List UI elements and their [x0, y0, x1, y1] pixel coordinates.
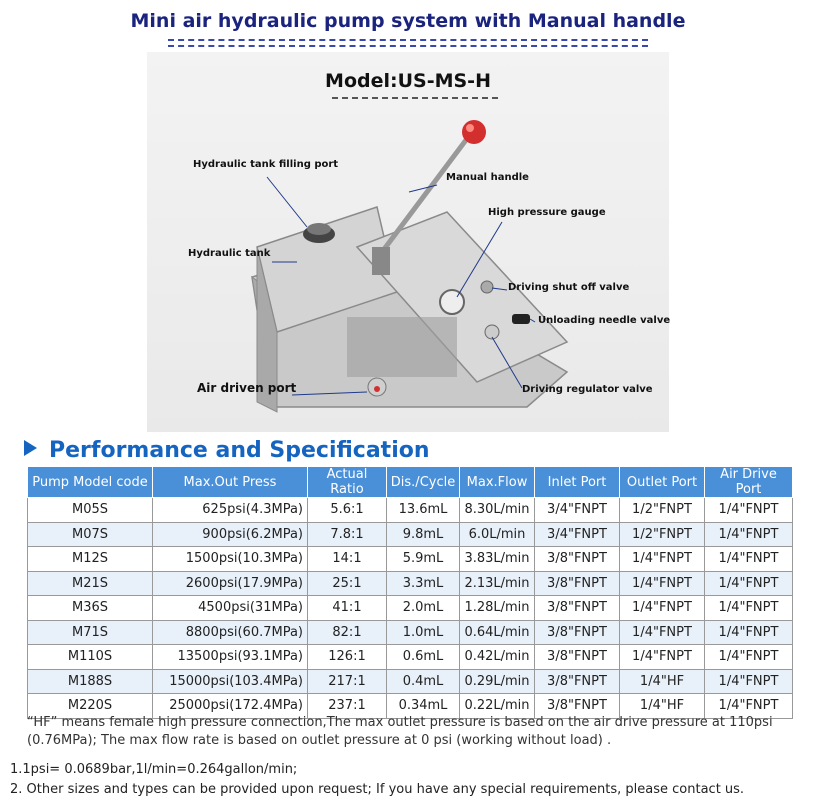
cell-inlet: 3/4"FNPT [535, 522, 620, 547]
section-heading [24, 438, 430, 463]
cell-air: 1/4"FNPT [705, 645, 793, 670]
model-underline [332, 97, 498, 99]
cell-model: M07S [28, 522, 153, 547]
cell-dis: 13.6mL [387, 498, 460, 523]
cell-outlet: 1/4"FNPT [620, 547, 705, 572]
spec-table [27, 466, 793, 719]
cell-press: 4500psi(31MPa) [153, 596, 308, 621]
cell-inlet: 3/8"FNPT [535, 596, 620, 621]
table-row [28, 547, 793, 572]
section-heading-text: Performance and Specification [49, 438, 430, 463]
callout-regulator: Driving regulator valve [522, 384, 653, 395]
cell-flow: 0.29L/min [460, 669, 535, 694]
cell-inlet: 3/8"FNPT [535, 694, 620, 719]
col-header: Air Drive Port [705, 467, 793, 498]
cell-air: 1/4"FNPT [705, 596, 793, 621]
cell-dis: 5.9mL [387, 547, 460, 572]
cell-model: M21S [28, 571, 153, 596]
cell-flow: 6.0L/min [460, 522, 535, 547]
cell-dis: 2.0mL [387, 596, 460, 621]
footnote-2: 2. Other sizes and types can be provided upon request; If you have any special requirements, please contact us. [10, 782, 745, 797]
title-underline [168, 39, 648, 41]
cell-air: 1/4"FNPT [705, 669, 793, 694]
table-row [28, 498, 793, 523]
handle-spring [372, 247, 390, 275]
cell-outlet: 1/4"HF [620, 694, 705, 719]
cell-press: 15000psi(103.4MPa) [153, 669, 308, 694]
table-header-row [28, 467, 793, 498]
cell-model: M220S [28, 694, 153, 719]
cell-flow: 3.83L/min [460, 547, 535, 572]
cell-air: 1/4"FNPT [705, 694, 793, 719]
cell-outlet: 1/2"FNPT [620, 522, 705, 547]
col-header: Max.Flow [460, 467, 535, 498]
cell-press: 8800psi(60.7MPa) [153, 620, 308, 645]
cell-model: M71S [28, 620, 153, 645]
callout-filling-port: Hydraulic tank filling port [193, 159, 339, 170]
table-row [28, 620, 793, 645]
cell-outlet: 1/4"FNPT [620, 596, 705, 621]
cell-flow: 0.22L/min [460, 694, 535, 719]
table-row [28, 645, 793, 670]
cell-flow: 2.13L/min [460, 571, 535, 596]
page-title: Mini air hydraulic pump system with Manual handle [130, 10, 686, 32]
pump-illustration [147, 52, 669, 432]
regulator-valve [485, 325, 499, 339]
col-header: Max.Out Press [153, 467, 308, 498]
cell-press: 625psi(4.3MPa) [153, 498, 308, 523]
cell-press: 2600psi(17.9MPa) [153, 571, 308, 596]
handle-knob-highlight [466, 124, 474, 132]
cell-model: M110S [28, 645, 153, 670]
cell-inlet: 3/8"FNPT [535, 645, 620, 670]
cell-model: M05S [28, 498, 153, 523]
cell-flow: 1.28L/min [460, 596, 535, 621]
cell-press: 25000psi(172.4MPa) [153, 694, 308, 719]
title-underline-2 [168, 45, 648, 47]
cell-air: 1/4"FNPT [705, 571, 793, 596]
cell-ratio: 82:1 [308, 620, 387, 645]
cell-dis: 3.3mL [387, 571, 460, 596]
table-row [28, 522, 793, 547]
col-header: Outlet Port [620, 467, 705, 498]
cell-ratio: 237:1 [308, 694, 387, 719]
cell-air: 1/4"FNPT [705, 498, 793, 523]
cell-outlet: 1/2"FNPT [620, 498, 705, 523]
cell-dis: 0.4mL [387, 669, 460, 694]
callout-tank: Hydraulic tank [188, 248, 271, 259]
cell-inlet: 3/8"FNPT [535, 547, 620, 572]
cell-model: M12S [28, 547, 153, 572]
handle-knob [462, 120, 486, 144]
callout-air-port: Air driven port [197, 381, 297, 395]
cell-air: 1/4"FNPT [705, 620, 793, 645]
inner-components [347, 317, 457, 377]
cell-dis: 0.34mL [387, 694, 460, 719]
col-header: Pump Model code [28, 467, 153, 498]
col-header: Dis./Cycle [387, 467, 460, 498]
cell-outlet: 1/4"FNPT [620, 620, 705, 645]
cell-inlet: 3/8"FNPT [535, 620, 620, 645]
cell-outlet: 1/4"FNPT [620, 645, 705, 670]
callout-gauge: High pressure gauge [488, 207, 606, 218]
callout-needle: Unloading needle valve [538, 315, 671, 326]
cell-model: M188S [28, 669, 153, 694]
col-header: Actual Ratio [308, 467, 387, 498]
callout-manual-handle: Manual handle [446, 172, 529, 183]
table-row [28, 571, 793, 596]
cell-flow: 8.30L/min [460, 498, 535, 523]
cell-outlet: 1/4"FNPT [620, 571, 705, 596]
cell-model: M36S [28, 596, 153, 621]
cell-flow: 0.42L/min [460, 645, 535, 670]
cell-inlet: 3/4"FNPT [535, 498, 620, 523]
cell-inlet: 3/8"FNPT [535, 669, 620, 694]
triangle-bullet-icon [24, 440, 37, 456]
cell-flow: 0.64L/min [460, 620, 535, 645]
cell-ratio: 126:1 [308, 645, 387, 670]
cell-dis: 9.8mL [387, 522, 460, 547]
cell-outlet: 1/4"HF [620, 669, 705, 694]
gauge-dial [440, 290, 464, 314]
cell-ratio: 5.6:1 [308, 498, 387, 523]
cell-press: 900psi(6.2MPa) [153, 522, 308, 547]
product-photo [147, 52, 669, 432]
cell-press: 1500psi(10.3MPa) [153, 547, 308, 572]
table-note: “HF” means female high pressure connection,The max outlet pressure is based on the air drive pressure at 110psi (0.76MPa); The max flow rate is based on outlet pressure at 0 psi (working without load) . [27, 715, 773, 748]
cell-inlet: 3/8"FNPT [535, 571, 620, 596]
cell-ratio: 41:1 [308, 596, 387, 621]
leader-handle [409, 185, 437, 192]
callout-shutoff: Driving shut off valve [508, 282, 630, 293]
cell-air: 1/4"FNPT [705, 522, 793, 547]
cell-ratio: 217:1 [308, 669, 387, 694]
cell-dis: 1.0mL [387, 620, 460, 645]
cell-ratio: 7.8:1 [308, 522, 387, 547]
cell-air: 1/4"FNPT [705, 547, 793, 572]
cell-dis: 0.6mL [387, 645, 460, 670]
table-row [28, 596, 793, 621]
shutoff-valve [481, 281, 493, 293]
air-port-plug [374, 386, 380, 392]
footnote-1: 1.1psi= 0.0689bar,1l/min=0.264gallon/min; [10, 762, 298, 777]
col-header: Inlet Port [535, 467, 620, 498]
cell-ratio: 14:1 [308, 547, 387, 572]
cell-ratio: 25:1 [308, 571, 387, 596]
leader-filling-port [267, 177, 307, 227]
needle-valve-knob [512, 314, 530, 324]
model-label: Model:US-MS-H [325, 70, 491, 92]
cell-press: 13500psi(93.1MPa) [153, 645, 308, 670]
table-row [28, 669, 793, 694]
filling-port-top [307, 223, 331, 235]
